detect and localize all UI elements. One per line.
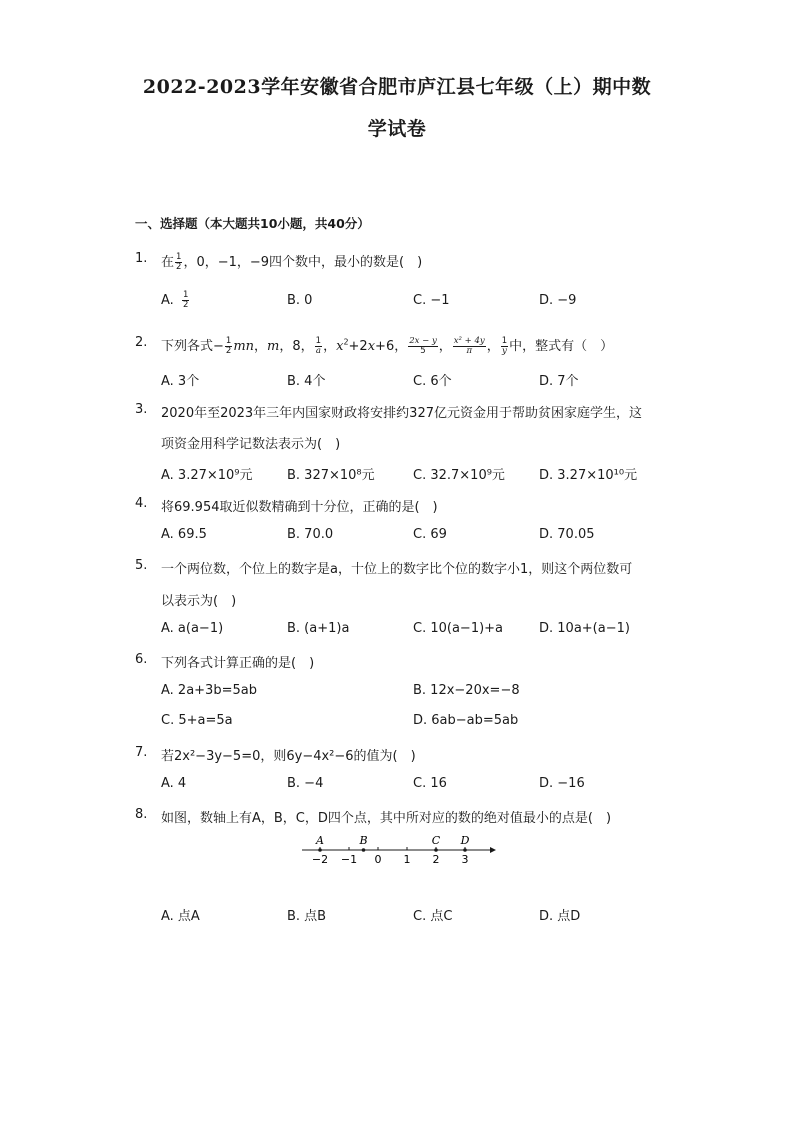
question-stem: 2020年至2023年三年内国家财政将安排约327亿元资金用于帮助贫困家庭学生，这 <box>161 406 642 421</box>
section-heading: 一、选择题（本大题共10小题，共40分） <box>135 216 370 231</box>
question-number: 6. <box>135 652 148 667</box>
question-number: 5. <box>135 558 148 573</box>
tick-label: 2 <box>432 853 440 866</box>
question-number: 4. <box>135 496 148 511</box>
page-title-line-2: 学试卷 <box>367 118 427 140</box>
question-stem-continued: 项资金用科学记数法表示为( ) <box>161 437 341 452</box>
question-stem-continued: 以表示为( ) <box>161 594 237 609</box>
option-a[interactable]: A. 3.27×10⁹元 <box>161 468 253 483</box>
question-stem: 如图，数轴上有A，B，C，D四个点，其中所对应的数的绝对值最小的点是( ) <box>161 811 612 826</box>
option-a[interactable]: A. 4 <box>161 776 187 791</box>
point-label-c: C <box>431 834 441 847</box>
option-c[interactable]: C. 32.7×10⁹元 <box>413 468 505 483</box>
option-b[interactable]: B. 0 <box>287 293 313 308</box>
tick-label: −1 <box>340 853 358 866</box>
option-d[interactable]: D. 6ab−ab=5ab <box>413 713 519 728</box>
question-number: 7. <box>135 745 148 760</box>
point-label-b: B <box>359 834 368 847</box>
option-a[interactable]: A. 点A <box>161 909 200 924</box>
option-b[interactable]: B. 点B <box>287 909 327 924</box>
option-b[interactable]: B. 4个 <box>287 374 326 389</box>
question-number: 1. <box>135 251 148 266</box>
option-a[interactable]: A. 3个 <box>161 374 200 389</box>
option-b[interactable]: B. 327×10⁸元 <box>287 468 375 483</box>
point-a <box>318 848 322 852</box>
question-stem: 一个两位数，个位上的数字是a，十位上的数字比个位的数字小1，则这个两位数可 <box>161 562 633 577</box>
option-b[interactable]: B. (a+1)a <box>287 621 350 636</box>
option-c[interactable]: C. 16 <box>413 776 447 791</box>
option-c[interactable]: C. 5+a=5a <box>161 713 233 728</box>
option-d[interactable]: D. 70.05 <box>539 527 595 542</box>
point-label-d: D <box>460 834 470 847</box>
number-line-figure <box>300 832 500 868</box>
question-number: 8. <box>135 807 148 822</box>
option-c[interactable]: C. 6个 <box>413 374 452 389</box>
question-stem: 下列各式计算正确的是( ) <box>161 656 315 671</box>
option-a[interactable]: A. a(a−1) <box>161 621 224 636</box>
point-b <box>362 848 366 852</box>
question-stem: 将69.954取近似数精确到十分位，正确的是( ) <box>161 500 438 515</box>
page-title-line-1: 2022-2023学年安徽省合肥市庐江县七年级（上）期中数 <box>142 76 652 98</box>
option-d[interactable]: D. 点D <box>539 909 581 924</box>
tick-label: −2 <box>311 853 329 866</box>
question-stem: 下列各式− $\frac{1}{2}$ mn，m，8， $\frac{1}{a}$ ，$x^2+2x+6$， $\frac{2x - y}{5}$ ， $\frac{\text{x² + 4y}}{\pi}$ ， $\frac{1}{y}$ 中，整式有（ ） <box>161 336 614 356</box>
point-d <box>463 848 467 852</box>
option-b[interactable]: B. 70.0 <box>287 527 334 542</box>
tick-label: 0 <box>374 853 382 866</box>
question-stem: 在 $\frac{1}{2}$ ，0，−1，−9四个数中，最小的数是( ) <box>161 252 423 272</box>
option-b[interactable]: B. 12x−20x=−8 <box>413 683 520 698</box>
fraction: $\frac{1}{2}$ <box>176 252 182 272</box>
option-d[interactable]: D. −9 <box>539 293 577 308</box>
option-a[interactable]: A. 69.5 <box>161 527 207 542</box>
question-number: 2. <box>135 335 148 350</box>
option-b[interactable]: B. −4 <box>287 776 324 791</box>
tick-label: 1 <box>403 853 411 866</box>
question-number: 3. <box>135 402 148 417</box>
option-d[interactable]: D. 10a+(a−1) <box>539 621 630 636</box>
question-stem: 若2x²−3y−5=0，则6y−4x²−6的值为( ) <box>161 749 416 764</box>
option-c[interactable]: C. −1 <box>413 293 450 308</box>
option-c[interactable]: C. 10(a−1)+a <box>413 621 504 636</box>
option-d[interactable]: D. 3.27×10¹⁰元 <box>539 468 638 483</box>
tick-label: 3 <box>461 853 469 866</box>
axis-arrow <box>490 847 496 853</box>
point-label-a: A <box>316 834 324 847</box>
option-c[interactable]: C. 69 <box>413 527 447 542</box>
point-c <box>434 848 438 852</box>
option-d[interactable]: D. 7个 <box>539 374 579 389</box>
option-c[interactable]: C. 点C <box>413 909 453 924</box>
option-a[interactable]: A. $\frac{1}{2}$ <box>161 290 189 310</box>
option-d[interactable]: D. −16 <box>539 776 585 791</box>
option-a[interactable]: A. 2a+3b=5ab <box>161 683 257 698</box>
